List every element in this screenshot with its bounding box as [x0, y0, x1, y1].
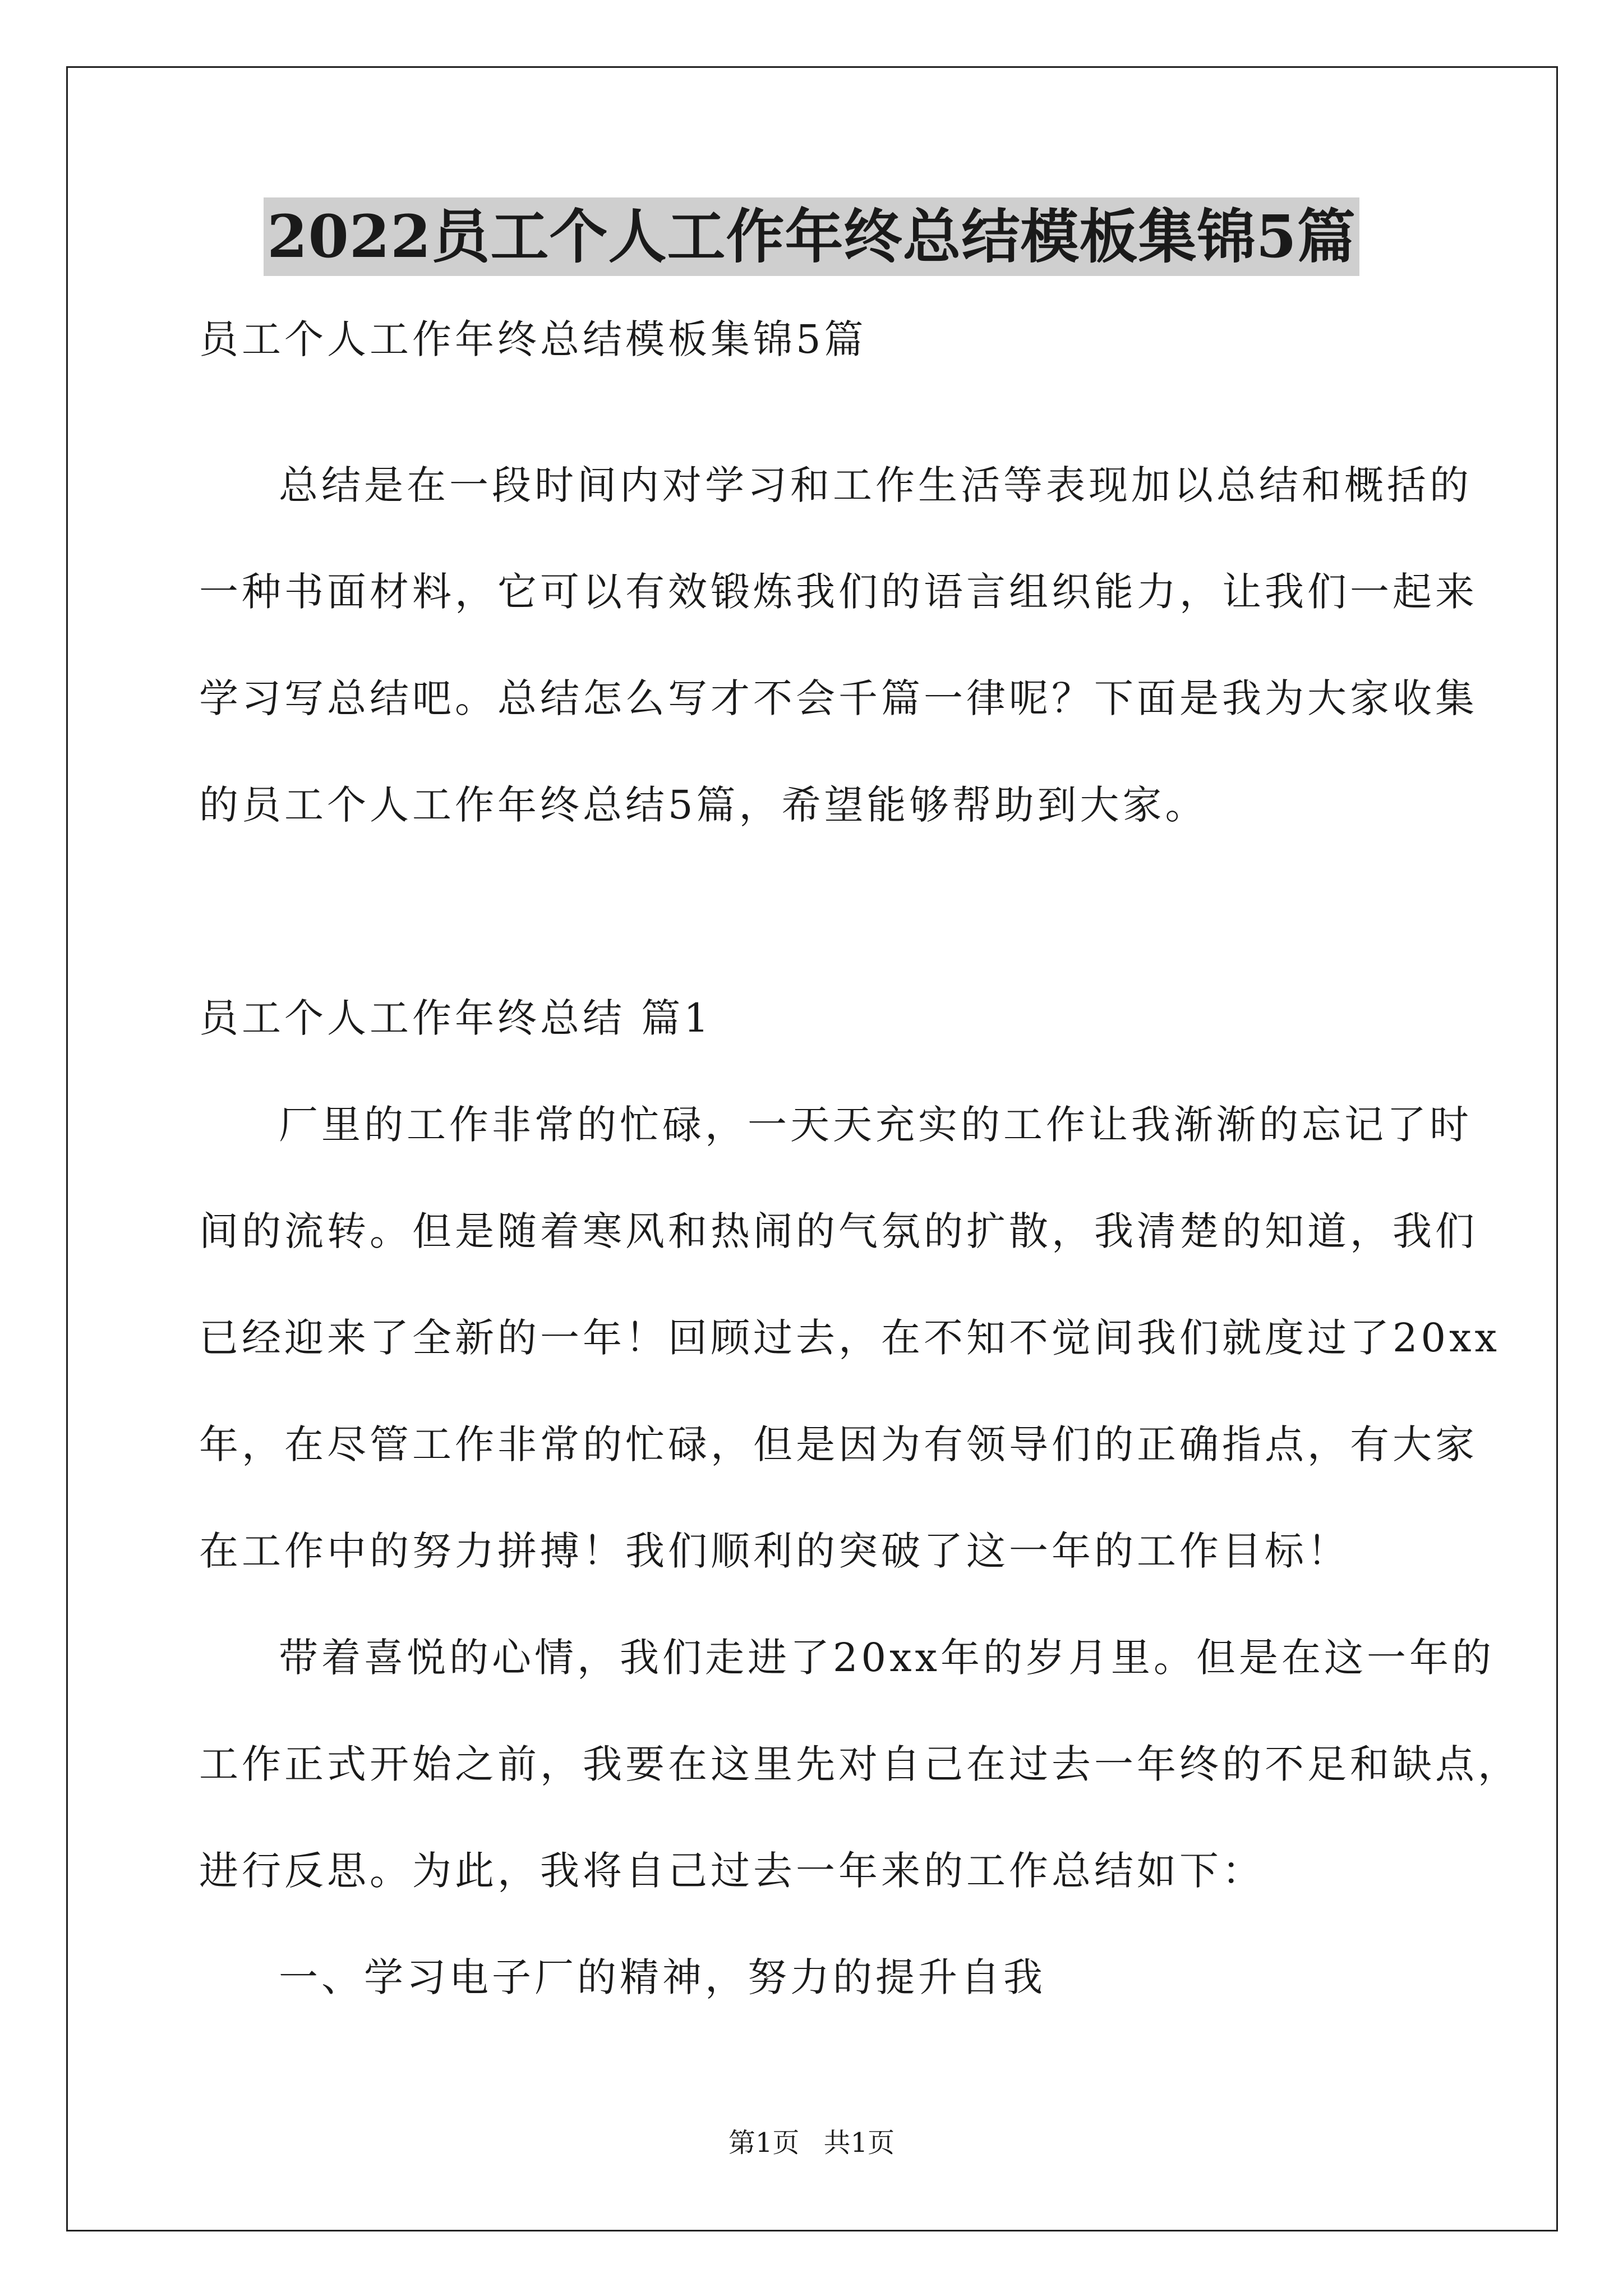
page-number-total: 共1页: [823, 2127, 895, 2159]
para2-line-3: 进行反思。为此，我将自己过去一年来的工作总结如下：: [199, 1848, 1265, 1894]
intro-line-3: 学习写总结吧。总结怎么写才不会千篇一律呢？下面是我为大家收集: [199, 675, 1478, 721]
para1-line-4: 年，在尽管工作非常的忙碌，但是因为有领导们的正确指点，有大家: [199, 1421, 1478, 1467]
page-number-current: 第1页: [728, 2127, 800, 2159]
document-subtitle: 员工个人工作年终总结模板集锦5篇: [199, 316, 867, 362]
document-title: 2022员工个人工作年终总结模板集锦5篇: [264, 197, 1359, 276]
para1-line-3: 已经迎来了全新的一年！回顾过去，在不知不觉间我们就度过了20xx: [199, 1315, 1501, 1361]
intro-line-4: 的员工个人工作年终总结5篇，希望能够帮助到大家。: [199, 782, 1208, 828]
para1-line-2: 间的流转。但是随着寒风和热闹的气氛的扩散，我清楚的知道，我们: [199, 1208, 1478, 1254]
section-heading: 员工个人工作年终总结 篇1: [199, 995, 712, 1041]
intro-line-1: 总结是在一段时间内对学习和工作生活等表现加以总结和概括的: [279, 462, 1472, 508]
para2-line-2: 工作正式开始之前，我要在这里先对自己在过去一年终的不足和缺点，: [199, 1741, 1520, 1787]
para1-line-1: 厂里的工作非常的忙碌，一天天充实的工作让我渐渐的忘记了时: [279, 1102, 1472, 1148]
title-container: [0, 197, 1623, 276]
para1-line-5: 在工作中的努力拼搏！我们顺利的突破了这一年的工作目标！: [199, 1528, 1350, 1574]
list-item-1: 一、学习电子厂的精神，努力的提升自我: [279, 1954, 1046, 2000]
para2-line-1: 带着喜悦的心情，我们走进了20xx年的岁月里。但是在这一年的: [279, 1635, 1495, 1681]
intro-line-2: 一种书面材料，它可以有效锻炼我们的语言组织能力，让我们一起来: [199, 569, 1478, 615]
page-footer: [0, 2126, 1623, 2160]
